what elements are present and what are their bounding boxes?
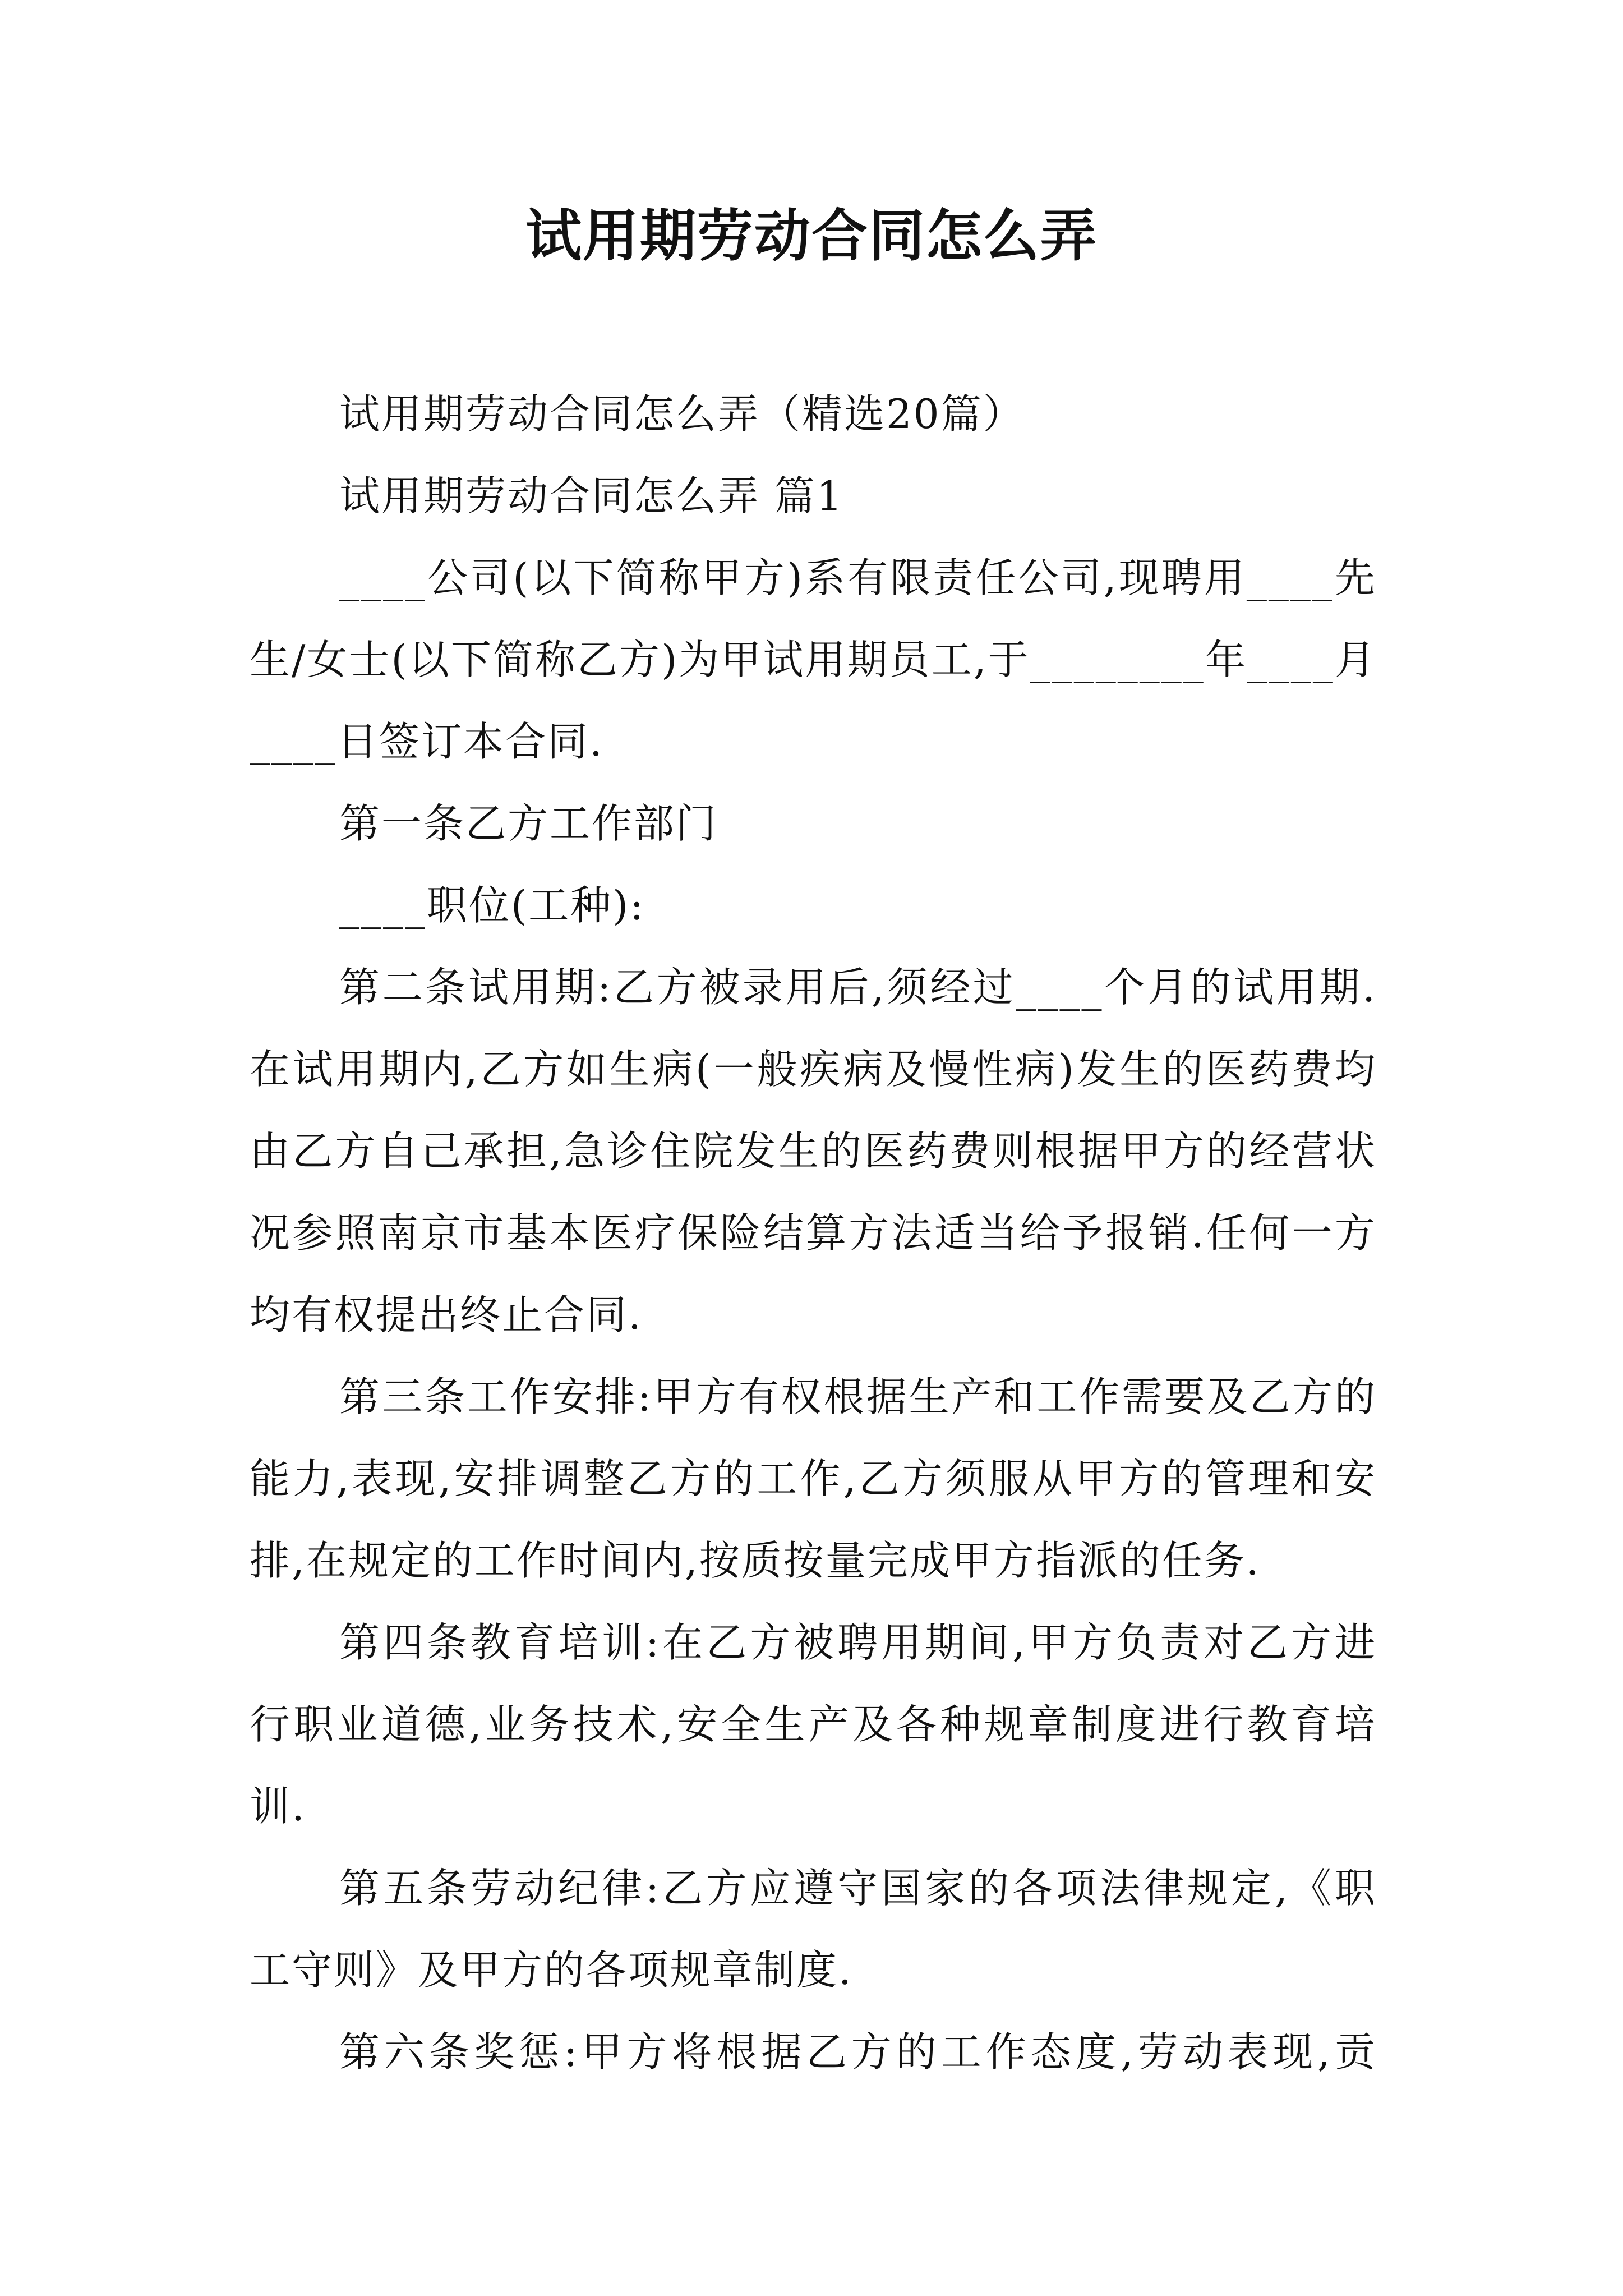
paragraph-article-2: 第二条试用期:乙方被录用后,须经过____个月的试用期.在试用期内,乙方如生病(一般疾病及慢性病)发生的医药费均由乙方自己承担,急诊住院发生的医药费则根据甲方的经营状况参照南京市基本医疗保险结算方法适当给予报销.任何一方均有权提出终止合同. [250, 964, 1377, 1338]
paragraph-article-5: 第五条劳动纪律:乙方应遵守国家的各项法律规定,《职工守则》及甲方的各项规章制度. [250, 1865, 1377, 1994]
paragraph-article-6: 第六条奖惩:甲方将根据乙方的工作态度,劳动表现,贡 [339, 2028, 1377, 2076]
paragraph-article-4: 第四条教育培训:在乙方被聘用期间,甲方负责对乙方进行职业道德,业务技术,安全生产及各种规章制度进行教育培训. [250, 1619, 1377, 1830]
paragraph-section-heading: 试用期劳动合同怎么弄 篇1 [339, 472, 844, 519]
paragraph-subtitle: 试用期劳动合同怎么弄（精选20篇） [339, 390, 1025, 438]
document-body [250, 373, 1377, 2093]
paragraph-article-1: 第一条乙方工作部门 [339, 800, 718, 847]
paragraph-position: ____职位(工种): [339, 882, 645, 929]
document-title: 试用期劳动合同怎么弄 [525, 203, 1098, 269]
paragraph-preamble: ____公司(以下简称甲方)系有限责任公司,现聘用____先生/女士(以下简称乙方)为甲试用期员工,于________年____月____日签订本合同. [250, 554, 1377, 765]
paragraph-article-3: 第三条工作安排:甲方有权根据生产和工作需要及乙方的能力,表现,安排调整乙方的工作,乙方须服从甲方的管理和安排,在规定的工作时间内,按质按量完成甲方指派的任务. [250, 1373, 1377, 1584]
